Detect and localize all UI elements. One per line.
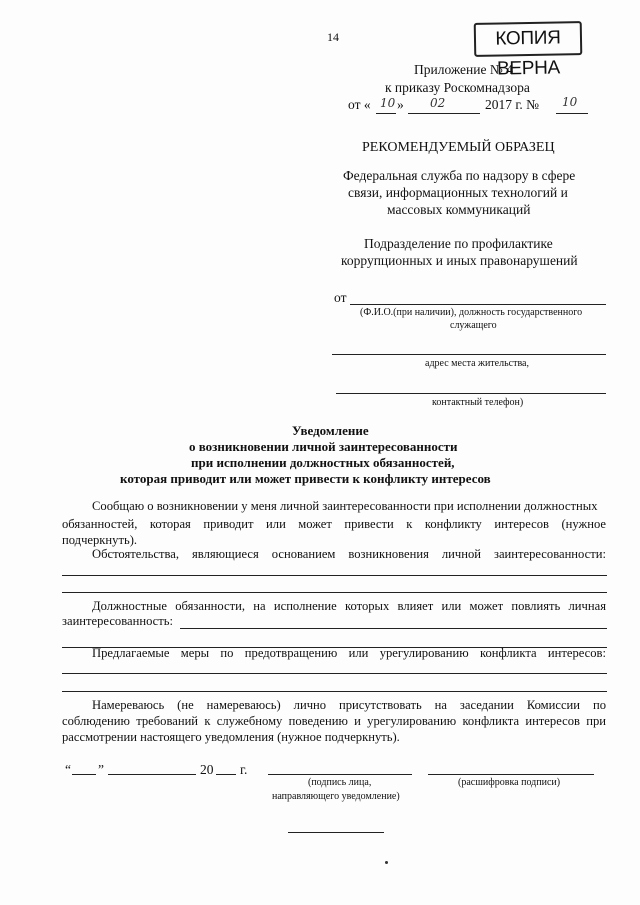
paragraph-5-line-3: рассмотрении настоящего уведомления (нужное подчеркнуть).: [62, 730, 400, 744]
paragraph-1-line-1: Сообщаю о возникновении у меня личной заинтересованности при исполнении должностных: [92, 499, 598, 513]
appendix-order: к приказу Роскомнадзора: [385, 80, 530, 95]
certified-copy-stamp: КОПИЯ ВЕРНА: [474, 21, 583, 57]
sender-phone-line: [336, 393, 606, 394]
addressee-line-3: массовых коммуникаций: [387, 202, 531, 217]
paragraph-1-line-3: подчеркнуть).: [62, 533, 138, 547]
page-number: 14: [327, 30, 339, 44]
sign-year-suffix: г.: [240, 762, 248, 777]
measures-line-1: [62, 673, 607, 674]
paragraph-1-line-2: обязанностей, которая приводит или может привести к конфликту интересов (нужное: [62, 517, 606, 531]
sign-date-day-line: [72, 774, 96, 775]
order-number-line: [556, 113, 588, 114]
notice-title-1: Уведомление: [292, 423, 369, 438]
date-month-handwritten: 02: [430, 96, 446, 110]
order-number-handwritten: 10: [562, 95, 578, 109]
sender-name-line: [350, 304, 606, 305]
sender-caption-3: контактный телефон): [432, 397, 524, 408]
circumstances-line-1: [62, 575, 607, 576]
sender-caption-1b: служащего: [450, 320, 497, 331]
sender-caption-1a: (Ф.И.О.(при наличии), должность государственного: [360, 307, 583, 318]
notice-title-2: о возникновении личной заинтересованности: [189, 439, 458, 454]
paragraph-5-line-2: соблюдению требований к служебному поведению и урегулированию конфликта интересов при: [62, 714, 606, 728]
sender-caption-2: адрес места жительства,: [425, 358, 529, 369]
date-day-handwritten: 10: [380, 96, 396, 110]
footer-line: [288, 832, 384, 833]
signature-caption-1: (подпись лица,: [308, 777, 372, 788]
paragraph-3-line-2: заинтересованность:: [62, 614, 174, 628]
sign-date-quote-open: “: [65, 762, 71, 777]
signature-decode-caption: (расшифровка подписи): [458, 777, 561, 788]
date-quote-close: »: [397, 97, 404, 112]
appendix-title: Приложение № 4: [414, 62, 513, 77]
footer-dot: [385, 861, 388, 864]
circumstances-line-2: [62, 592, 607, 593]
sample-heading: РЕКОМЕНДУЕМЫЙ ОБРАЗЕЦ: [362, 140, 555, 155]
addressee-line-2: связи, информационных технологий и: [348, 185, 568, 200]
signature-decode-line: [428, 774, 594, 775]
signature-caption-2: направляющего уведомление): [272, 791, 400, 802]
addressee-line-1: Федеральная служба по надзору в сфере: [343, 168, 576, 183]
paragraph-5-line-1: Намереваюсь (не намереваюсь) лично присутствовать на заседании Комиссии по: [92, 698, 606, 712]
appendix-date-prefix: от «: [348, 97, 371, 112]
addressee-dept-1: Подразделение по профилактике: [364, 236, 553, 251]
date-month-line: [408, 113, 480, 114]
signature-line: [268, 774, 412, 775]
date-day-line: [376, 113, 396, 114]
appendix-year-number: 2017 г. №: [485, 97, 540, 112]
notice-title-4: которая приводит или может привести к конфликту интересов: [120, 471, 491, 486]
duties-line-1: [180, 628, 607, 629]
sign-year-line: [216, 774, 236, 775]
notice-title-3: при исполнении должностных обязанностей,: [191, 455, 455, 470]
sender-from-label: от: [334, 290, 347, 305]
paragraph-4: Предлагаемые меры по предотвращению или урегулированию конфликта интересов:: [92, 646, 606, 660]
addressee-dept-2: коррупционных и иных правонарушений: [341, 253, 578, 268]
measures-line-2: [62, 691, 607, 692]
sign-date-month-line: [108, 774, 196, 775]
sender-address-line: [332, 354, 606, 355]
sign-year-prefix: 20: [200, 762, 214, 777]
paragraph-3-line-1: Должностные обязанности, на исполнение которых влияет или может повлиять личная: [92, 599, 606, 613]
sign-date-quote-close: ”: [98, 762, 104, 777]
paragraph-2: Обстоятельства, являющиеся основанием возникновения личной заинтересованности:: [92, 547, 606, 561]
